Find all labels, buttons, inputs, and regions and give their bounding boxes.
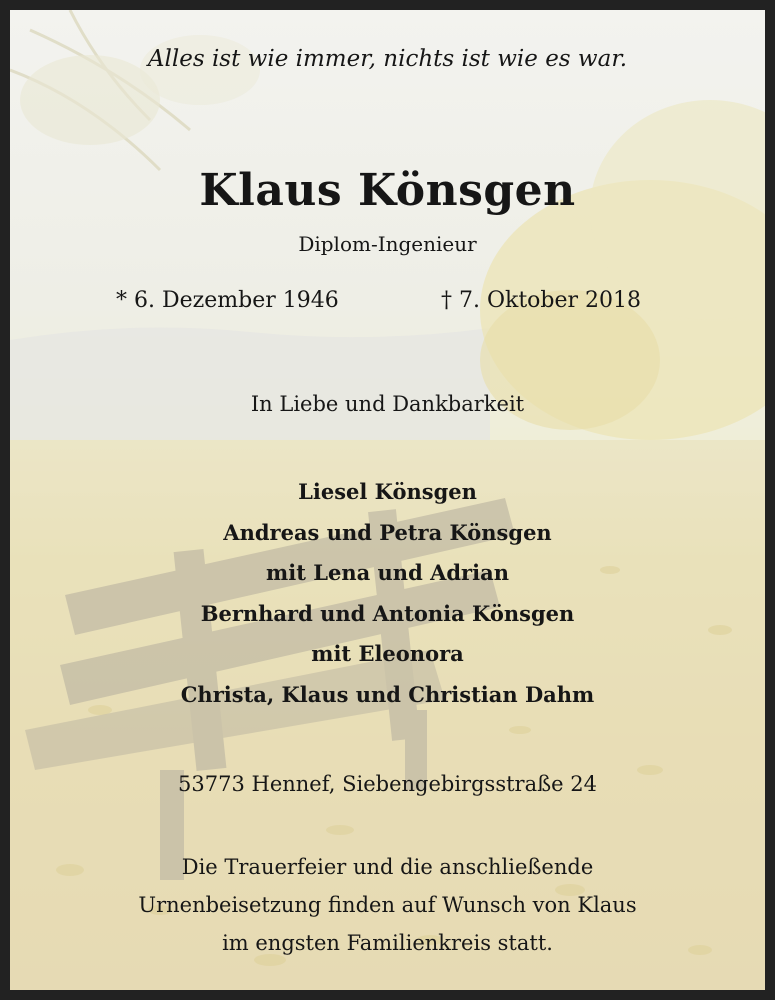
mourner-line: mit Eleonora [311, 641, 464, 666]
notice-line: Urnenbeisetzung finden auf Wunsch von Klaus [138, 893, 637, 917]
death-date: † 7. Oktober 2018 [441, 288, 642, 313]
mourner-line: mit Lena und Adrian [266, 560, 509, 585]
mourners-list [10, 472, 765, 715]
funeral-notice [10, 848, 765, 962]
mourner-line: Bernhard und Antonia Könsgen [200, 600, 575, 626]
dedication: In Liebe und Dankbarkeit [250, 392, 525, 416]
birth-date: * 6. Dezember 1946 [116, 288, 339, 313]
notice-line: Die Trauerfeier und die anschließende [181, 855, 594, 879]
mourner-line: Christa, Klaus und Christian Dahm [180, 681, 595, 707]
mourner-line: Liesel Könsgen [298, 479, 477, 504]
motto-quote: Alles ist wie immer, nichts ist wie es war. [147, 46, 628, 72]
obituary-card [10, 10, 765, 990]
mourner-line: Andreas und Petra Könsgen [223, 519, 552, 545]
deceased-name: Klaus Könsgen [199, 165, 576, 216]
notice-line: im engsten Familienkreis statt. [222, 931, 553, 955]
obituary-text [10, 10, 765, 990]
deceased-title: Diplom-Ingenieur [298, 232, 477, 256]
family-address: 53773 Hennef, Siebengebirgsstraße 24 [178, 772, 597, 796]
